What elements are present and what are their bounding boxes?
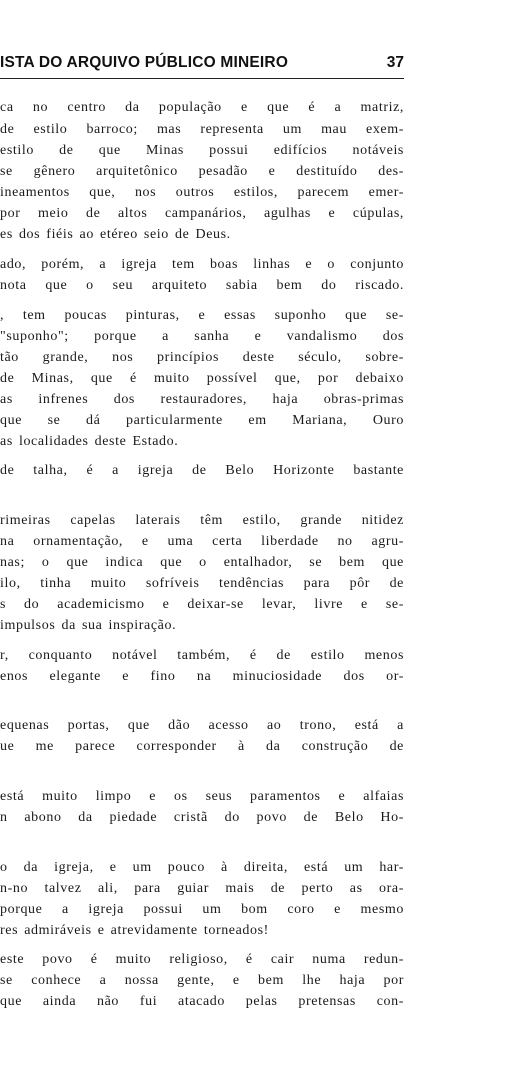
- text-line: as infrenes dos restauradores, haja obras-primas: [0, 392, 404, 407]
- text-line: impulsos da sua inspiração.: [0, 618, 177, 633]
- text-line: que se dá particularmente em Mariana, Ouro: [0, 413, 404, 428]
- text-line: res admiráveis e atrevidamente torneados!: [0, 923, 269, 938]
- text-line: se gênero arquitetônico pesadão e destituído des-: [0, 164, 404, 179]
- text-line: equenas portas, que dão acesso ao trono, está a: [0, 718, 404, 733]
- header-rule: [0, 78, 404, 79]
- text-line: por meio de altos campanários, agulhas e cúpulas,: [0, 206, 404, 221]
- text-line: enos elegante e fino na minuciosidade dos or-: [0, 669, 404, 684]
- text-line: n-no talvez ali, para guiar mais de perto as ora-: [0, 881, 404, 896]
- text-line: "suponho"; porque a sanha e vandalismo dos: [0, 329, 404, 344]
- text-line: n abono da piedade cristã do povo de Belo Ho-: [0, 810, 404, 825]
- text-line: ado, porém, a igreja tem boas linhas e o conjunto: [0, 257, 404, 272]
- text-line: de estilo barroco; mas representa um mau exem-: [0, 122, 404, 137]
- text-line: nota que o seu arquiteto sabia bem do riscado.: [0, 278, 404, 293]
- text-line: na ornamentação, e uma certa liberdade no agru-: [0, 534, 404, 549]
- text-line: está muito limpo e os seus paramentos e alfaias: [0, 789, 404, 804]
- page-number: 37: [386, 54, 404, 71]
- text-line: , tem poucas pinturas, e essas suponho que se-: [0, 308, 404, 323]
- running-header: [0, 52, 404, 78]
- text-line: estilo de que Minas possui edifícios notáveis: [0, 143, 404, 158]
- text-line: porque a igreja possui um bom coro e mesmo: [0, 902, 404, 917]
- text-line: de Minas, que é muito possível que, por debaixo: [0, 371, 404, 386]
- text-line: ca no centro da população e que é a matriz,: [0, 100, 404, 115]
- text-line: se conhece a nossa gente, e bem lhe haja por: [0, 973, 404, 988]
- text-line: as localidades deste Estado.: [0, 434, 179, 449]
- journal-title: ISTA DO ARQUIVO PÚBLICO MINEIRO: [0, 54, 289, 71]
- text-line: o da igreja, e um pouco à direita, está um har-: [0, 860, 404, 875]
- text-line: que ainda não fui atacado pelas pretensas con-: [0, 994, 404, 1009]
- text-line: ilo, tinha muito sofríveis tendências para pôr de: [0, 576, 404, 591]
- text-line: tão grande, nos princípios deste século, sobre-: [0, 350, 404, 365]
- text-line: nas; o que indica que o entalhador, se bem que: [0, 555, 404, 570]
- text-line: ue me parece corresponder à da construção de: [0, 739, 404, 754]
- text-line: este povo é muito religioso, é cair numa redun-: [0, 952, 404, 967]
- text-line: ineamentos que, nos outros estilos, parecem emer-: [0, 185, 404, 200]
- text-line: de talha, é a igreja de Belo Horizonte bastante: [0, 463, 404, 478]
- text-line: r, conquanto notável também, é de estilo menos: [0, 648, 404, 663]
- text-line: rimeiras capelas laterais têm estilo, grande nitidez: [0, 513, 404, 528]
- text-line: es dos fiéis ao etéreo seio de Deus.: [0, 227, 231, 242]
- text-line: s do academicismo e deixar-se levar, livre e se-: [0, 597, 404, 612]
